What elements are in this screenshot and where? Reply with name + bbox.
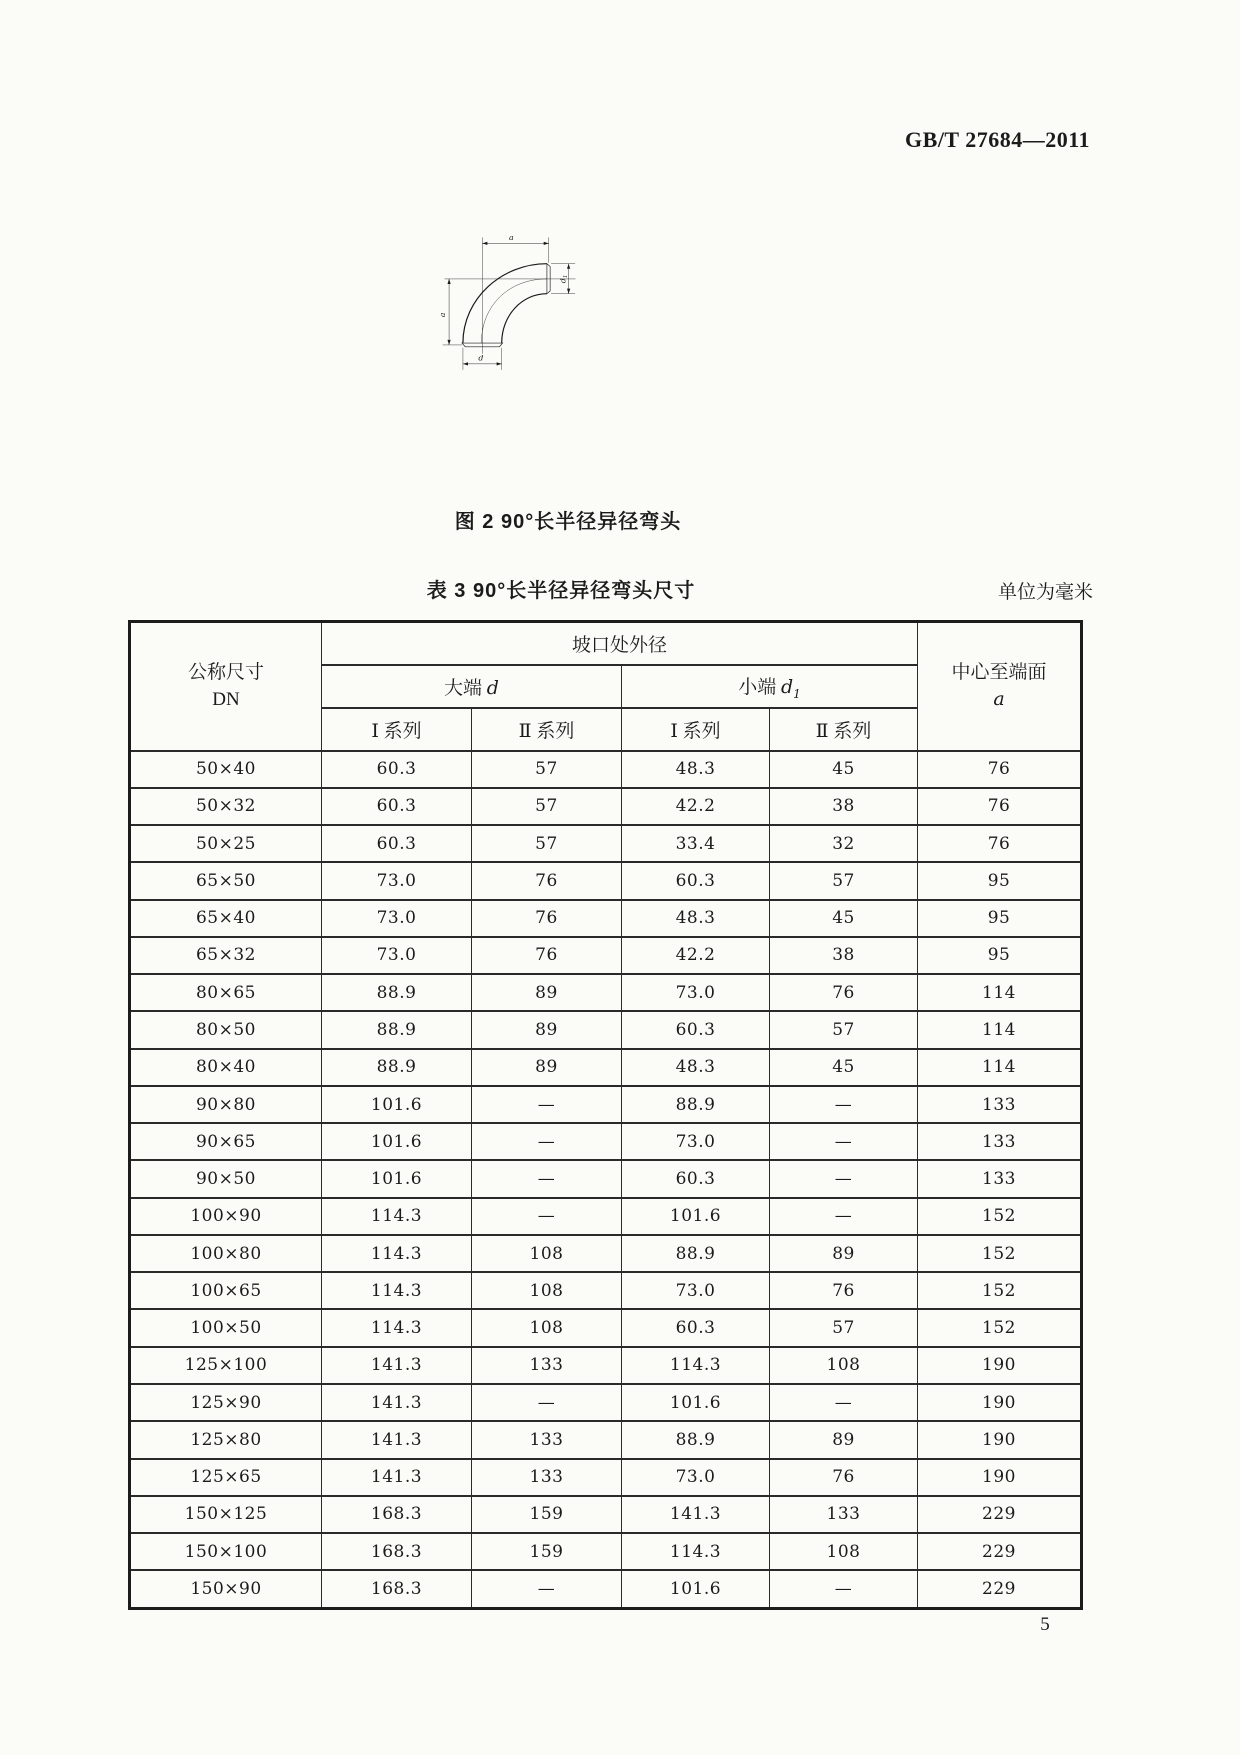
table-cell: 76 (472, 862, 622, 899)
arrow-bottom-right (497, 362, 502, 365)
table-cell: 42.2 (622, 937, 770, 974)
table-cell: 76 (472, 937, 622, 974)
table-cell: 125×90 (130, 1384, 322, 1421)
table-cell: 152 (918, 1309, 1082, 1346)
figure-caption: 图 2 90°长半径异径弯头 (454, 511, 682, 533)
table-cell: 190 (918, 1384, 1082, 1421)
arrow-bottom-left (463, 362, 468, 365)
table-cell: 88.9 (622, 1235, 770, 1272)
dim-label-d1: d (558, 278, 568, 284)
table-cell: 73.0 (322, 937, 472, 974)
table-cell: — (472, 1160, 622, 1197)
dim-label-d-bottom: d (478, 353, 484, 363)
table-cell: 159 (472, 1533, 622, 1570)
table-cell: 114.3 (322, 1198, 472, 1235)
table-cell: 141.3 (622, 1496, 770, 1533)
table-cell: 57 (770, 1011, 918, 1048)
table-cell: 88.9 (322, 1011, 472, 1048)
table-cell: — (472, 1570, 622, 1608)
table-row (130, 1235, 1082, 1272)
table-head (130, 622, 1082, 751)
header-small-end-var: d (780, 675, 794, 698)
table-body (130, 751, 1082, 1609)
table-row (130, 1309, 1082, 1346)
table-cell: 57 (472, 825, 622, 862)
table-cell: 76 (770, 1459, 918, 1496)
table-row (130, 1160, 1082, 1197)
table-cell: — (770, 1384, 918, 1421)
table-cell: 100×50 (130, 1309, 322, 1346)
header-series2-small: Ⅱ 系列 (770, 708, 918, 751)
table-cell: 88.9 (622, 1086, 770, 1123)
table-cell: 114.3 (322, 1272, 472, 1309)
table-title: 表 3 90°长半径异径弯头尺寸 (426, 580, 696, 602)
table-cell: 141.3 (322, 1459, 472, 1496)
table-cell: 108 (472, 1235, 622, 1272)
header-a-var: a (993, 688, 1005, 711)
table-row (130, 1570, 1082, 1608)
table-cell: 88.9 (322, 974, 472, 1011)
header-groove-outer-diameter: 坡口处外径 (322, 622, 918, 665)
unit-note: 单位为毫米 (997, 582, 1093, 603)
table-cell: 89 (472, 1011, 622, 1048)
table-cell: 168.3 (322, 1533, 472, 1570)
table-cell: 229 (918, 1533, 1082, 1570)
table-cell: 57 (472, 788, 622, 825)
table-cell: 60.3 (622, 1011, 770, 1048)
table-cell: 57 (770, 862, 918, 899)
table-row (130, 1384, 1082, 1421)
table-cell: — (770, 1086, 918, 1123)
table-cell: 60.3 (322, 788, 472, 825)
table-cell: 90×80 (130, 1086, 322, 1123)
table-cell: 229 (918, 1570, 1082, 1608)
table-cell: 33.4 (622, 825, 770, 862)
table-cell: 141.3 (322, 1347, 472, 1384)
table-cell: 141.3 (322, 1384, 472, 1421)
table-cell: 80×50 (130, 1011, 322, 1048)
table-cell: 90×50 (130, 1160, 322, 1197)
table-cell: 114.3 (622, 1347, 770, 1384)
table-cell: 190 (918, 1421, 1082, 1458)
table-cell: 101.6 (322, 1123, 472, 1160)
header-dn-label: DN (212, 689, 240, 711)
table-cell: 95 (918, 862, 1082, 899)
arrow-top-left (482, 242, 487, 245)
arrow-left-bottom (447, 340, 450, 345)
table-cell: 89 (472, 1049, 622, 1086)
table-cell: 150×100 (130, 1533, 322, 1570)
table-cell: 57 (770, 1309, 918, 1346)
header-nominal-size (130, 622, 322, 751)
header-small-end (622, 665, 918, 708)
table-cell: — (770, 1570, 918, 1608)
table-cell: 100×90 (130, 1198, 322, 1235)
table-cell: 101.6 (622, 1198, 770, 1235)
table-cell: 190 (918, 1347, 1082, 1384)
dim-label-a-left: a (437, 312, 447, 318)
table-cell: 95 (918, 900, 1082, 937)
table-cell: 108 (770, 1533, 918, 1570)
table-cell: 60.3 (322, 825, 472, 862)
table-cell: 125×65 (130, 1459, 322, 1496)
table-row (130, 862, 1082, 899)
header-small-end-label: 小端 (738, 676, 781, 698)
table-cell: 38 (770, 788, 918, 825)
table-row (130, 1272, 1082, 1309)
table-cell: 133 (472, 1347, 622, 1384)
table-cell: 152 (918, 1198, 1082, 1235)
table-cell: — (472, 1384, 622, 1421)
header-series1-big: Ⅰ 系列 (322, 708, 472, 751)
table-cell: — (472, 1086, 622, 1123)
table-cell: 152 (918, 1272, 1082, 1309)
table-row (130, 900, 1082, 937)
table-cell: 65×50 (130, 862, 322, 899)
table-row (130, 1347, 1082, 1384)
table-cell: 141.3 (322, 1421, 472, 1458)
table-cell: 76 (918, 825, 1082, 862)
table-cell: 80×40 (130, 1049, 322, 1086)
table-cell: 114.3 (322, 1309, 472, 1346)
table-cell: 89 (770, 1421, 918, 1458)
table-cell: 100×65 (130, 1272, 322, 1309)
table-cell: 89 (472, 974, 622, 1011)
table-cell: 48.3 (622, 1049, 770, 1086)
dimension-table (128, 620, 1083, 1610)
table-cell: 76 (918, 788, 1082, 825)
dim-label-d1-subscript: 1 (563, 274, 570, 278)
table-cell: 73.0 (322, 900, 472, 937)
header-big-end-label: 大端 (444, 677, 487, 699)
table-cell: — (770, 1160, 918, 1197)
table-cell: — (472, 1123, 622, 1160)
table-cell: 133 (770, 1496, 918, 1533)
table-cell: 48.3 (622, 900, 770, 937)
table-cell: 50×40 (130, 751, 322, 788)
table-cell: 101.6 (322, 1086, 472, 1123)
table-cell: 38 (770, 937, 918, 974)
table-cell: 108 (472, 1309, 622, 1346)
table-cell: 90×65 (130, 1123, 322, 1160)
table-cell: 133 (472, 1421, 622, 1458)
table-cell: 159 (472, 1496, 622, 1533)
table-cell: 150×125 (130, 1496, 322, 1533)
table-cell: 76 (918, 751, 1082, 788)
table-cell: 50×32 (130, 788, 322, 825)
table-cell: 108 (770, 1347, 918, 1384)
table-cell: 88.9 (622, 1421, 770, 1458)
table-cell: 150×90 (130, 1570, 322, 1608)
header-series1-small: Ⅰ 系列 (622, 708, 770, 751)
elbow-diagram (420, 168, 780, 508)
table-row (130, 1086, 1082, 1123)
table-row (130, 937, 1082, 974)
table-cell: 114 (918, 1049, 1082, 1086)
table-row (130, 751, 1082, 788)
table-cell: 133 (918, 1123, 1082, 1160)
header-series2-big: Ⅱ 系列 (472, 708, 622, 751)
table-cell: 42.2 (622, 788, 770, 825)
header-small-end-subscript: 1 (793, 686, 801, 701)
table-row (130, 1496, 1082, 1533)
figure-elbow-drawing (420, 168, 780, 508)
table-cell: 101.6 (322, 1160, 472, 1197)
header-big-end (322, 665, 622, 708)
table-cell: 60.3 (622, 1309, 770, 1346)
table-row (130, 1533, 1082, 1570)
table-cell: 50×25 (130, 825, 322, 862)
table-cell: 114 (918, 1011, 1082, 1048)
arrow-top-right (544, 242, 549, 245)
elbow-mid-line (481, 279, 547, 343)
table-cell: 88.9 (322, 1049, 472, 1086)
table-cell: 76 (472, 900, 622, 937)
header-center-to-end-label: 中心至端面 (951, 661, 1047, 683)
elbow-inner-arc (502, 294, 547, 343)
table-cell: 73.0 (622, 1459, 770, 1496)
header-center-to-end (918, 622, 1082, 751)
table-cell: 32 (770, 825, 918, 862)
table-cell: 80×65 (130, 974, 322, 1011)
table-cell: 45 (770, 751, 918, 788)
table-cell: 168.3 (322, 1496, 472, 1533)
arrow-right-bottom (567, 289, 570, 294)
table-cell: 60.3 (622, 862, 770, 899)
table-row (130, 974, 1082, 1011)
arrow-left-top (447, 279, 450, 284)
table-cell: 73.0 (622, 974, 770, 1011)
table-cell: 57 (472, 751, 622, 788)
table-row (130, 1198, 1082, 1235)
header-big-end-var: d (486, 676, 499, 699)
table-cell: 190 (918, 1459, 1082, 1496)
header-nominal-size-label: 公称尺寸 (187, 661, 264, 683)
table-row (130, 1123, 1082, 1160)
table-row (130, 1011, 1082, 1048)
table-cell: 60.3 (322, 751, 472, 788)
table-cell: 89 (770, 1235, 918, 1272)
table-cell: 114.3 (622, 1533, 770, 1570)
table-cell: 133 (918, 1086, 1082, 1123)
table-cell: 65×40 (130, 900, 322, 937)
table-cell: 108 (472, 1272, 622, 1309)
table-cell: 168.3 (322, 1570, 472, 1608)
table-cell: 133 (472, 1459, 622, 1496)
table-row (130, 1459, 1082, 1496)
table-cell: 76 (770, 1272, 918, 1309)
table-cell: 65×32 (130, 937, 322, 974)
table-cell: 114 (918, 974, 1082, 1011)
dimension-table-container (128, 620, 1083, 1610)
table-cell: 73.0 (622, 1123, 770, 1160)
table-cell: 229 (918, 1496, 1082, 1533)
table-cell: 133 (918, 1160, 1082, 1197)
table-cell: 45 (770, 900, 918, 937)
page-number: 5 (1040, 1614, 1050, 1635)
table-row (130, 788, 1082, 825)
standard-number: GB/T 27684—2011 (905, 127, 1090, 152)
elbow-outer-arc (463, 264, 547, 343)
table-row (130, 825, 1082, 862)
table-cell: — (472, 1198, 622, 1235)
table-cell: 95 (918, 937, 1082, 974)
table-cell: 73.0 (622, 1272, 770, 1309)
table-cell: 125×100 (130, 1347, 322, 1384)
table-row (130, 1421, 1082, 1458)
table-cell: — (770, 1123, 918, 1160)
dim-label-a-top: a (509, 233, 514, 243)
arrow-right-top (567, 264, 570, 269)
table-cell: 100×80 (130, 1235, 322, 1272)
table-cell: 73.0 (322, 862, 472, 899)
table-cell: 48.3 (622, 751, 770, 788)
table-cell: — (770, 1198, 918, 1235)
table-cell: 101.6 (622, 1384, 770, 1421)
table-cell: 114.3 (322, 1235, 472, 1272)
elbow-small-end-face (547, 264, 550, 294)
table-cell: 152 (918, 1235, 1082, 1272)
table-cell: 76 (770, 974, 918, 1011)
table-cell: 45 (770, 1049, 918, 1086)
table-cell: 101.6 (622, 1570, 770, 1608)
table-cell: 125×80 (130, 1421, 322, 1458)
table-row (130, 1049, 1082, 1086)
table-cell: 60.3 (622, 1160, 770, 1197)
